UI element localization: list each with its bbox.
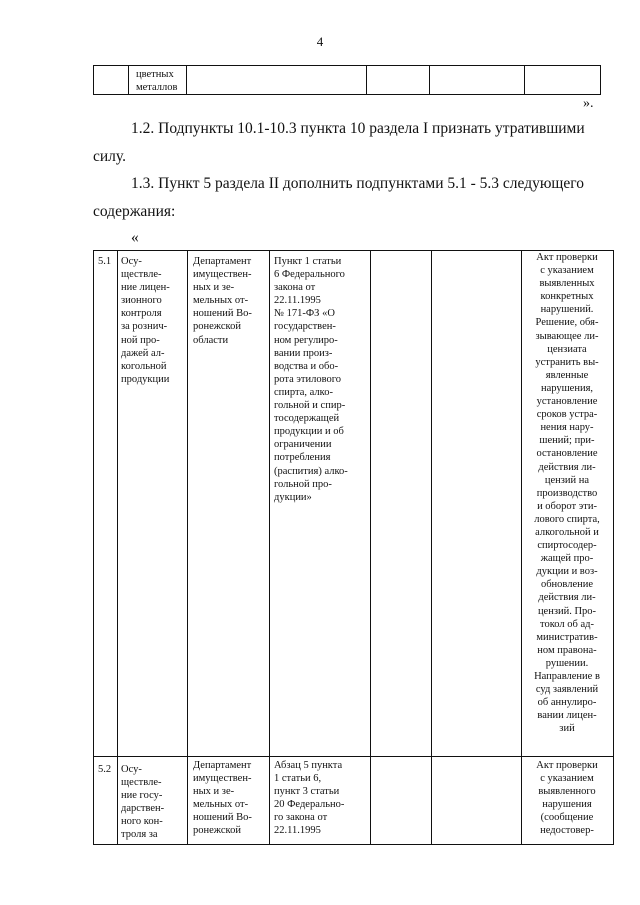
- column-divider: [186, 66, 187, 94]
- column-divider: [524, 66, 525, 94]
- subpoints-table: [93, 250, 614, 845]
- row-divider: [94, 756, 613, 757]
- table-cell-activity: Осу- ществле- ние госу- дарствен- ного кон- троля за: [121, 764, 165, 841]
- table-cell-number: 5.1: [98, 256, 112, 267]
- table-cell-legal-basis: Абзац 5 пункта 1 статьи 6, пункт 3 статьи 20 Федерально- го закона от 22.11.1995: [274, 760, 345, 837]
- paragraph-1-3-line-2: содержания:: [93, 203, 176, 220]
- table-cell-department: Департамент имуществен- ных и зе- мельных от- ношений Во- ронежской: [193, 760, 252, 837]
- page-number: 4: [316, 34, 324, 49]
- table-cell: цветных металлов: [136, 69, 178, 93]
- table-cell-result: Акт проверки с указанием выявленных конкретных нарушений. Решение, обя- зывающее ли- цензиата устранить вы- явленные нарушения, установление сроков устра- нения нару- шений; при- остановление действия ли- цензий на производство и оборот эти- лового спирта, алкогольной и спиртосодер- жащей про- дукции и воз- обновление действия ли- цензий. Про- токол об ад- министратив- ном правона- рушении. Направление в суд заявлений об аннулиро- вании лицен- зий: [534, 252, 600, 735]
- paragraph-1-2-line-1: 1.2. Подпункты 10.1-10.3 пункта 10 раздела I признать утратившими: [131, 120, 585, 137]
- column-divider: [366, 66, 367, 94]
- opening-quote: «: [131, 229, 139, 246]
- table-cell-result: Акт проверки с указанием выявленного нарушения (сообщение недостовер-: [536, 760, 598, 837]
- paragraph-1-2-line-2: силу.: [93, 148, 126, 165]
- closing-quote: ».: [583, 96, 594, 111]
- column-divider: [429, 66, 430, 94]
- table-cell-activity: Осу- ществле- ние лицен- зионного контроля за рознич- ной про- дажей ал- когольной продукции: [121, 256, 170, 385]
- table-cell-department: Департамент имуществен- ных и зе- мельных от- ношений Во- ронежской области: [193, 256, 252, 346]
- column-divider: [128, 66, 129, 94]
- previous-table-fragment: [93, 65, 601, 95]
- paragraph-1-3-line-1: 1.3. Пункт 5 раздела II дополнить подпунктами 5.1 - 5.3 следующего: [131, 175, 584, 192]
- table-cell-number: 5.2: [98, 764, 112, 775]
- table-cell-legal-basis: Пункт 1 статьи 6 Федерального закона от 22.11.1995 № 171-ФЗ «О государствен- ном регулиро- вании произ- водства и обо- рота этилового спирта, алко- гольной и спир- тосодержащей продукции и об ограничении потребления (распития) алко- гольной про- дукции»: [274, 256, 348, 503]
